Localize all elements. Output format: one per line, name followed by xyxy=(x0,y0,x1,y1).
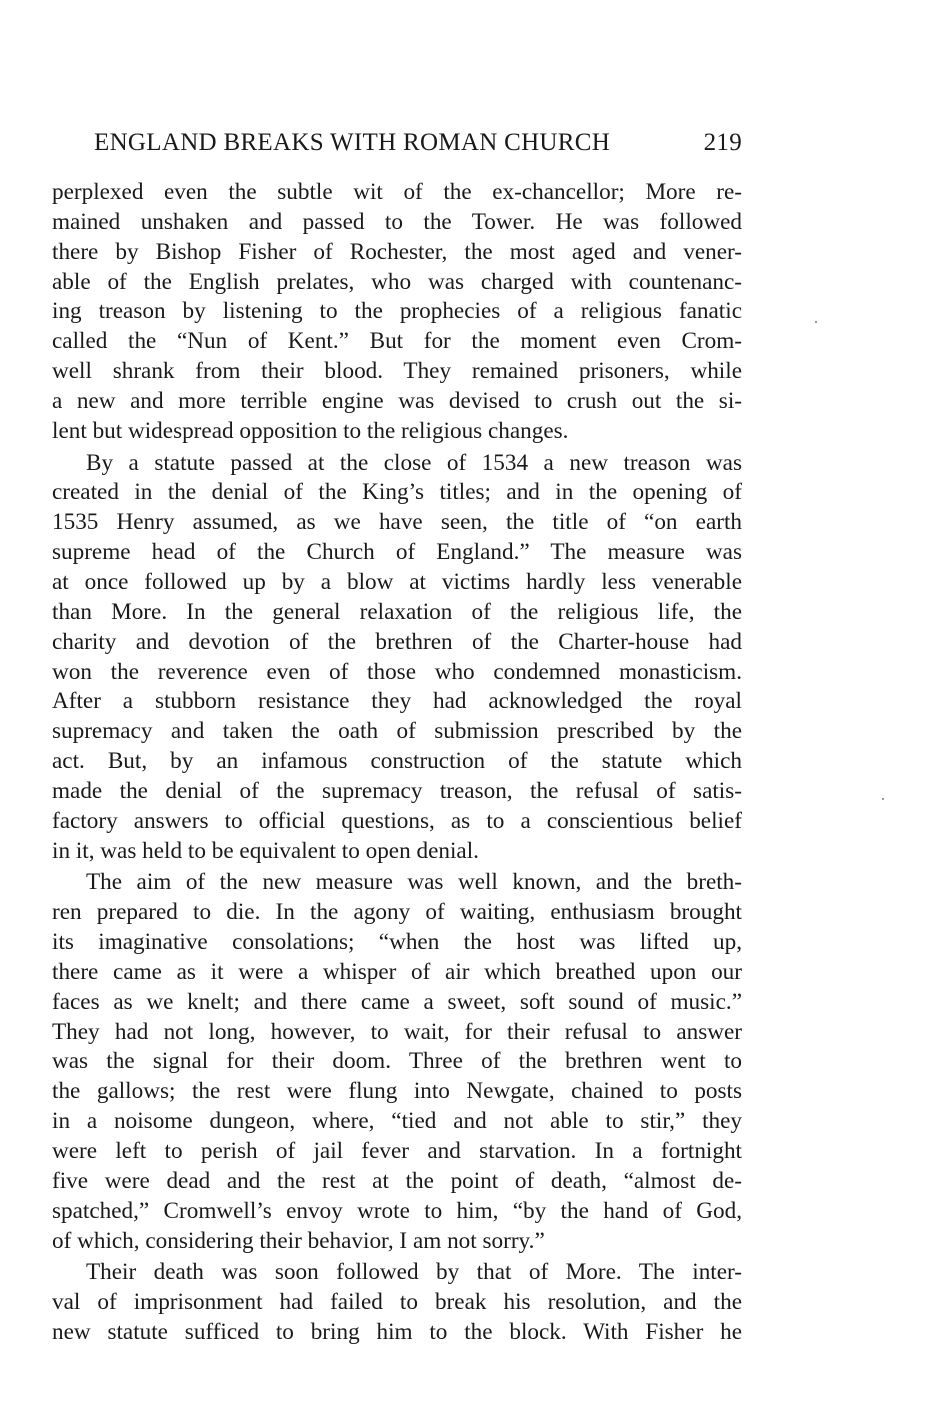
text-line: made the denial of the supremacy treason, the refusal of satis- xyxy=(52,777,742,804)
text-line: were left to perish of jail fever and starvation. In a fortnight xyxy=(52,1138,742,1164)
text-line: there came as it were a whisper of air which breathed upon our xyxy=(52,958,742,985)
text-line: By a statute passed at the close of 1534 a new treason was xyxy=(86,449,742,476)
text-line: a new and more terrible engine was devised to crush out the si- xyxy=(52,387,742,414)
scan-speck xyxy=(882,798,884,800)
text-line: charity and devotion of the brethren of the Charter-house had xyxy=(52,628,742,655)
body-text xyxy=(52,178,742,1348)
text-line: able of the English prelates, who was charged with countenanc- xyxy=(52,268,742,295)
text-line: supreme head of the Church of England.” The measure was xyxy=(52,539,742,566)
text-line: After a stubborn resistance they had acknowledged the royal xyxy=(52,688,742,715)
text-line: won the reverence even of those who condemned monasticism. xyxy=(52,658,742,685)
text-line: was the signal for their doom. Three of the brethren went to xyxy=(52,1048,742,1075)
text-line: act. But, by an infamous construction of the statute which xyxy=(52,748,742,775)
text-line: five were dead and the rest at the point of death, “almost de- xyxy=(52,1167,742,1194)
text-line: its imaginative consolations; “when the host was lifted up, xyxy=(52,929,742,956)
text-line: mained unshaken and passed to the Tower. He was followed xyxy=(52,208,742,235)
text-line: in it, was held to be equivalent to open denial. xyxy=(52,837,479,864)
text-line: faces as we knelt; and there came a sweet, soft sound of music.” xyxy=(52,988,742,1015)
scan-speck xyxy=(815,321,817,323)
page-number: 219 xyxy=(703,129,742,156)
text-line: val of imprisonment had failed to break his resolution, and the xyxy=(52,1289,742,1316)
text-line: supremacy and taken the oath of submission prescribed by the xyxy=(52,718,742,745)
paragraph-3 xyxy=(52,868,742,1256)
text-line: lent but widespread opposition to the religious changes. xyxy=(52,417,569,444)
running-head xyxy=(94,126,742,160)
text-line: They had not long, however, to wait, for their refusal to answer xyxy=(52,1018,742,1045)
text-line: ing treason by listening to the prophecies of a religious fanatic xyxy=(52,298,742,325)
text-line: at once followed up by a blow at victims hardly less venerable xyxy=(52,568,742,595)
text-line: of which, considering their behavior, I am not sorry.” xyxy=(52,1227,545,1254)
text-line: The aim of the new measure was well known, and the breth- xyxy=(86,869,742,896)
text-line: Their death was soon followed by that of More. The inter- xyxy=(86,1259,742,1286)
text-line: the gallows; the rest were flung into Newgate, chained to posts xyxy=(52,1078,742,1105)
text-line: in a noisome dungeon, where, “tied and not able to stir,” they xyxy=(52,1108,742,1135)
text-line: called the “Nun of Kent.” But for the moment even Crom- xyxy=(52,328,742,355)
text-line: new statute sufficed to bring him to the block. With Fisher he xyxy=(52,1319,742,1346)
running-head-title: ENGLAND BREAKS WITH ROMAN CHURCH xyxy=(94,129,611,156)
text-line: ren prepared to die. In the agony of waiting, enthusiasm brought xyxy=(52,899,742,926)
text-line: well shrank from their blood. They remained prisoners, while xyxy=(52,358,742,385)
text-line: created in the denial of the King’s titles; and in the opening of xyxy=(52,479,742,506)
text-line: spatched,” Cromwell’s envoy wrote to him, “by the hand of God, xyxy=(52,1197,742,1224)
text-line: there by Bishop Fisher of Rochester, the most aged and vener- xyxy=(52,238,742,265)
text-line: 1535 Henry assumed, as we have seen, the title of “on earth xyxy=(52,509,742,536)
text-line: factory answers to official questions, as to a conscientious belief xyxy=(52,807,742,834)
paragraph-4 xyxy=(52,1258,742,1348)
paragraph-1 xyxy=(52,178,742,447)
text-line: perplexed even the subtle wit of the ex-chancellor; More re- xyxy=(52,179,742,205)
text-line: than More. In the general relaxation of the religious life, the xyxy=(52,598,742,625)
paragraph-2 xyxy=(52,449,742,867)
